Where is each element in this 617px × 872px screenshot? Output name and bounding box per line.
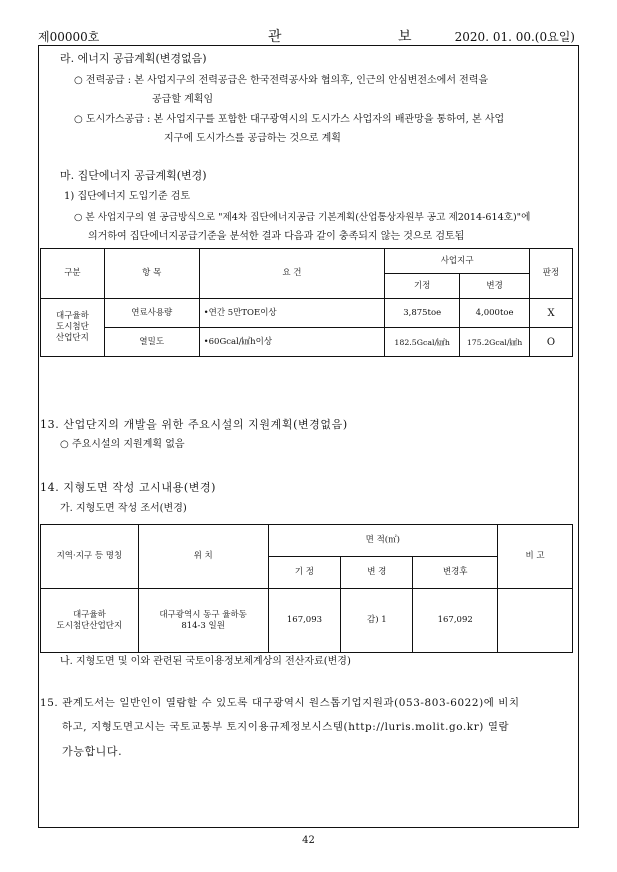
th-area-after: 변경후: [413, 557, 498, 589]
note-cell: [498, 589, 573, 653]
collective-energy-sub: 1) 집단에너지 도입기준 검토: [64, 191, 191, 202]
area-change-cell: 감) 1: [341, 589, 413, 653]
site-name-cell: 대구율하 도시첨단 산업단지: [41, 299, 105, 357]
row2-requirement: •60Gcal/㎢h이상: [199, 328, 385, 357]
area-before-cell: 167,093: [268, 589, 341, 653]
row2-before: 182.5Gcal/㎢h: [385, 328, 460, 357]
th-item: 항 목: [104, 249, 199, 299]
power-supply-line1: ○ 전력공급 : 본 사업지구의 전력공급은 한국전력공사와 협의후, 인근의 안심변전소에서 전력을: [74, 75, 489, 86]
th-zone: 사업지구: [385, 249, 530, 274]
header-rule: [38, 45, 579, 46]
energy-criteria-table: [40, 248, 573, 357]
th-location: 위 치: [138, 525, 268, 589]
topographic-map-table: [40, 524, 573, 653]
section14-sub-a: 가. 지형도면 작성 조서(변경): [60, 503, 187, 514]
th-area-before: 기 정: [268, 557, 341, 589]
section14-heading: 14. 지형도면 작성 고시내용(변경): [40, 481, 217, 494]
section15-line1: 15. 관계도서는 일반인이 열람할 수 있도록 대구광역시 원스톱기업지원과(053-803-6022)에 비치: [40, 697, 520, 709]
row1-item: 연료사용량: [104, 299, 199, 328]
section13-heading: 13. 산업단지의 개발을 위한 주요시설의 지원계획(변경없음): [40, 418, 348, 431]
th-judgement: 판정: [530, 249, 573, 299]
th-before: 기정: [385, 274, 460, 299]
collective-desc-line2: 의거하여 집단에너지공급기준을 분석한 결과 다음과 같이 충족되지 않는 것으로 검토됨: [88, 231, 465, 242]
issue-date: 2020. 01. 00.(0요일): [454, 30, 575, 44]
row1-judgement: X: [530, 299, 573, 328]
location-cell: 대구광역시 동구 율하동 814-3 일원: [138, 589, 268, 653]
energy-heading: 라. 에너지 공급계획(변경없음): [60, 52, 207, 65]
section15-line2: 하고, 지형도면고시는 국토교통부 토지이용규제정보시스템(http://luris.molit.go.kr) 열람: [62, 721, 510, 733]
power-supply-line2: 공급할 계획임: [152, 94, 214, 105]
th-requirement: 요 건: [199, 249, 385, 299]
issue-number: 제00000호: [38, 30, 100, 44]
section14-sub-b: 나. 지형도면 및 이와 관련된 국토이용정보체계상의 전산자료(변경): [60, 656, 351, 667]
section15-line3: 가능합니다.: [62, 745, 123, 758]
gas-supply-line1: ○ 도시가스공급 : 본 사업지구를 포함한 대구광역시의 도시가스 사업자의 배관망을 통하여, 본 사업: [74, 114, 505, 125]
gazette-title: 관 보: [268, 29, 468, 45]
row1-before: 3,875toe: [385, 299, 460, 328]
th-zone-name: 지역·지구 등 명칭: [41, 525, 139, 589]
collective-energy-heading: 마. 집단에너지 공급계획(변경): [60, 169, 207, 182]
section13-item: ○ 주요시설의 지원계획 없음: [60, 439, 185, 450]
row1-after: 4,000toe: [460, 299, 530, 328]
row2-item: 열밀도: [104, 328, 199, 357]
collective-desc-line1: ○ 본 사업지구의 열 공급방식으로 "제4차 집단에너지공급 기본계획(산업통상자원부 공고 제2014-614호)"에: [74, 212, 531, 223]
page-header: [38, 24, 579, 44]
th-area-change: 변 경: [341, 557, 413, 589]
gas-supply-line2: 지구에 도시가스를 공급하는 것으로 계획: [164, 133, 341, 144]
row1-requirement: •연간 5만TOE이상: [199, 299, 385, 328]
th-area: 면 적(㎡): [268, 525, 498, 557]
row2-judgement: O: [530, 328, 573, 357]
th-note: 비 고: [498, 525, 573, 589]
th-gubun: 구분: [41, 249, 105, 299]
left-border: [38, 46, 39, 828]
right-border: [578, 46, 579, 828]
bottom-rule: [38, 827, 579, 828]
th-after: 변경: [460, 274, 530, 299]
row2-after: 175.2Gcal/㎢h: [460, 328, 530, 357]
zone-name-cell: 대구율하 도시첨단산업단지: [41, 589, 139, 653]
page-number: 42: [302, 835, 315, 846]
area-after-cell: 167,092: [413, 589, 498, 653]
